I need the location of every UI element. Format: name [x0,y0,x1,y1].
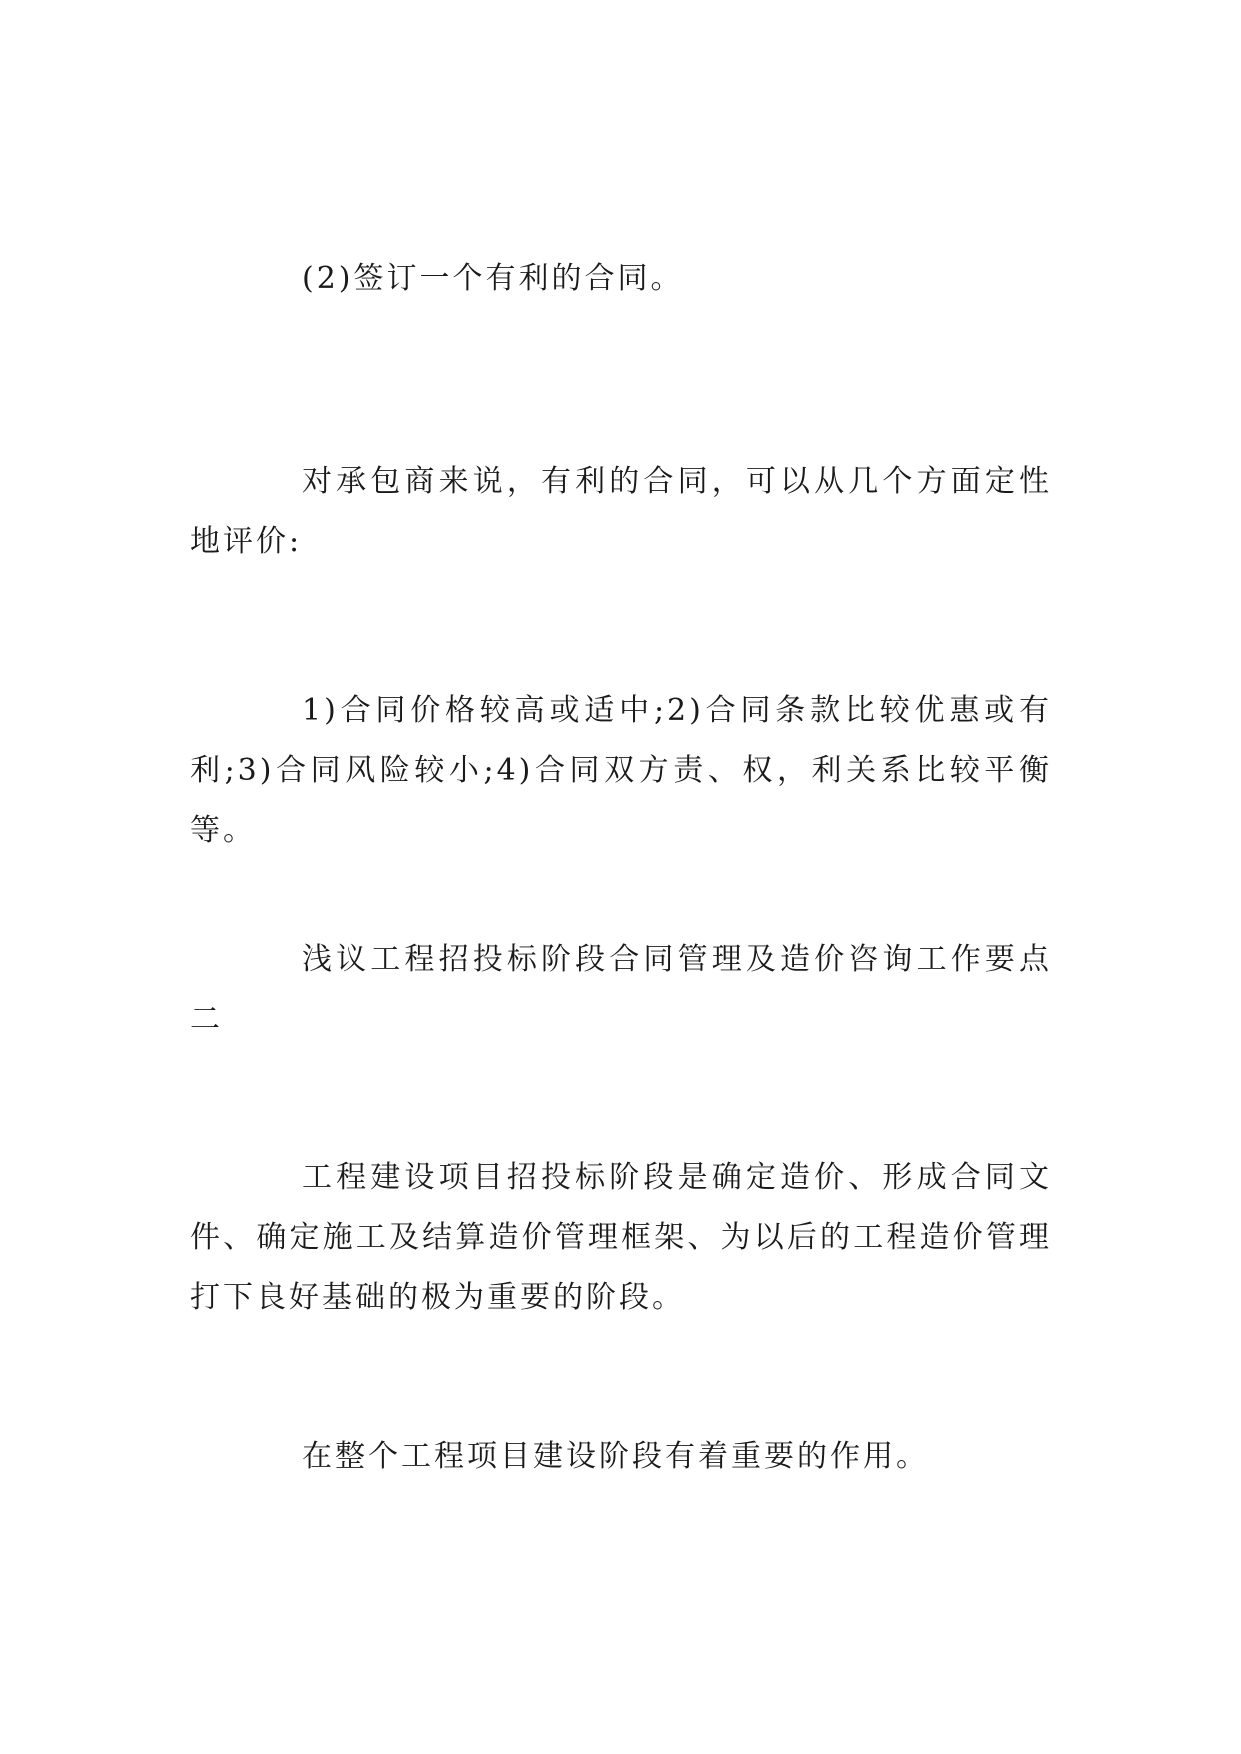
section-heading: 浅议工程招投标阶段合同管理及造价咨询工作要点二 [190,942,1052,1037]
paragraph-sign-contract: (2)签订一个有利的合同。 [302,261,684,296]
paragraph-contract-criteria: 1)合同价格较高或适中;2)合同条款比较优惠或有利;3)合同风险较小;4)合同双方责、权，利关系比较平衡等。 [190,693,1052,848]
paragraph-bidding-stage: 工程建设项目招投标阶段是确定造价、形成合同文件、确定施工及结算造价管理框架、为以后的工程造价管理打下良好基础的极为重要的阶段。 [190,1160,1052,1315]
paragraph-importance: 在整个工程项目建设阶段有着重要的作用。 [302,1439,929,1474]
paragraph-contractor-evaluation: 对承包商来说，有利的合同，可以从几个方面定性地评价: [190,464,1052,559]
